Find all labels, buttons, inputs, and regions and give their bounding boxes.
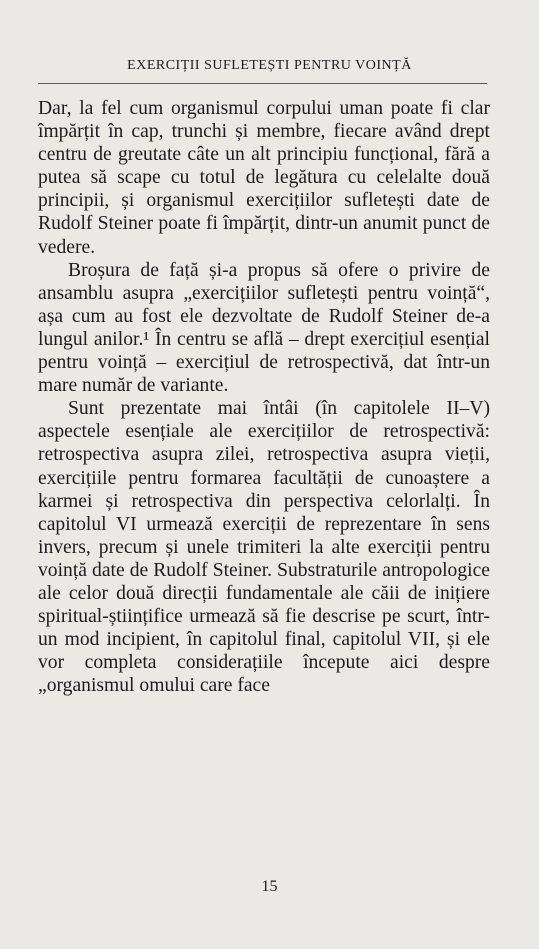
header-rule [38, 83, 487, 84]
page-number: 15 [261, 878, 278, 895]
paragraph-2: Broșura de față și-a propus să ofere o privire de ansamblu asupra „exercițiilor sufletești pentru voință“, așa cum au fost ele dezvoltate de Rudolf Steiner de-a lungul anilor.¹ În centru se află – drept exercițiul esențial pentru voință – exercițiul de retrospectivă, dat într-un mare număr de variante. [38, 259, 490, 397]
body-text [38, 97, 490, 697]
paragraph-3: Sunt prezentate mai întâi (în capitolele II–V) aspectele esențiale ale exercițiilor de retrospectivă: retrospectiva asupra zilei, retrospectiva asupra vieții, exercițiile pentru formarea facultății de cunoaștere a karmei și retrospectiva din perspectiva celorlalți. În capitolul VI urmează exerciții de reprezentare în sens invers, precum și unele trimiteri la alte exerciții pentru voință date de Rudolf Steiner. Substraturile antropologice ale celor două direcții fundamentale ale căii de inițiere spiritual-științifice urmează să fie descrise pe scurt, într-un mod incipient, în capitolul final, capitolul VII, și ele vor completa considerațiile începute aici despre „organismul omului care face [38, 398, 490, 697]
paragraph-1: Dar, la fel cum organismul corpului uman poate fi clar împărțit în cap, trunchi și membre, fiecare având drept centru de greutate câte un alt principiu funcțional, fără a putea să scape cu totul de legătura cu celelalte două principii, și organismul exercițiilor sufletești date de Rudolf Steiner poate fi împărțit, dintr-un anumit punct de vedere. [38, 98, 490, 258]
running-header: EXERCIȚII SUFLETEȘTI PENTRU VOINȚĂ [127, 58, 412, 73]
